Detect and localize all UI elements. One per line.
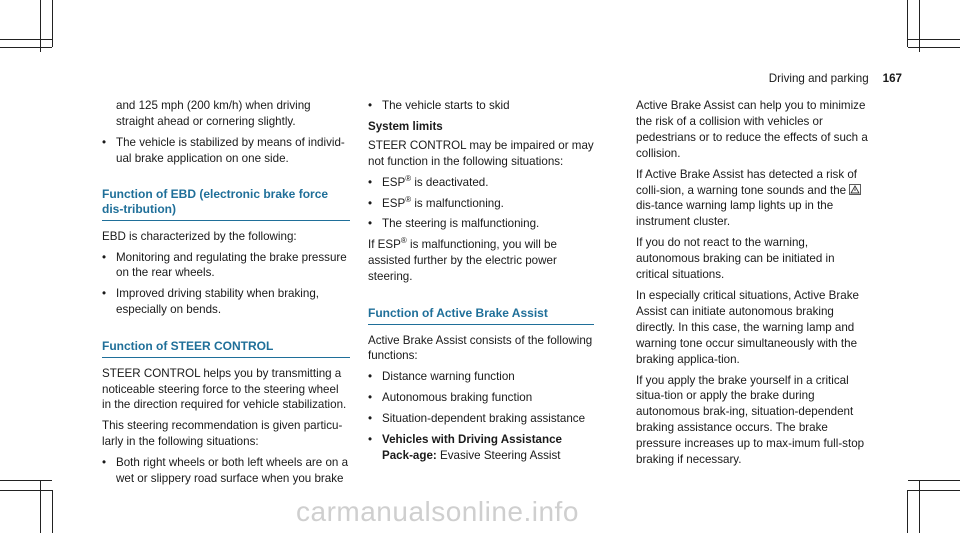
- list-item: [368, 432, 594, 464]
- page-number: 167: [882, 72, 902, 85]
- crop-mark: [0, 47, 52, 48]
- limits-list: [368, 175, 594, 233]
- steer-list: [102, 455, 350, 487]
- paragraph-text: dis-tance warning lamp lights up in the instrument cluster.: [636, 199, 834, 229]
- das-value: Evasive Steering Assist: [436, 449, 561, 462]
- item-text: is malfunctioning.: [411, 196, 504, 210]
- crop-mark: [0, 480, 52, 481]
- das-label: Vehicles with Driving Assistance Pack-age:: [382, 433, 562, 462]
- crop-mark: [908, 39, 960, 40]
- esp-text: [368, 237, 594, 285]
- registered-mark: ®: [405, 194, 412, 204]
- paragraph: If you do not react to the warning, autonomous braking can be initiated in critical situations.: [636, 236, 835, 282]
- crop-mark: [908, 480, 960, 481]
- crop-mark: [907, 0, 908, 47]
- list-item: • Distance warning function: [368, 369, 594, 385]
- crop-mark: [0, 39, 52, 40]
- aba-heading: Function of Active Brake Assist: [368, 306, 594, 325]
- item-text: is deactivated.: [411, 175, 489, 189]
- list-item: • Both right wheels or both left wheels are on a wet or slippery road surface when you brake: [102, 455, 350, 487]
- limits-text: STEER CONTROL may be impaired or may not function in the following situations:: [368, 138, 594, 168]
- ebd-list: [102, 250, 350, 319]
- list-item: [368, 196, 594, 212]
- page-header: [769, 72, 902, 85]
- intro-list: [102, 135, 350, 167]
- list-item: • The vehicle is stabilized by means of individ-ual brake application on one side.: [102, 135, 350, 167]
- paragraph: If you apply the brake yourself in a critical situa-tion or apply the brake during autonomous brak-ing, situation-dependent braking assistance occurs. The brake pressure increases up to max-imum full-stop braking if necessary.: [636, 373, 865, 467]
- crop-mark: [40, 0, 41, 52]
- list-item: • Situation-dependent braking assistance: [368, 411, 594, 427]
- section-title: Driving and parking: [768, 72, 869, 85]
- registered-mark: ®: [400, 236, 407, 246]
- list-item: • The steering is malfunctioning.: [368, 216, 594, 232]
- distance-warning-icon: [849, 184, 861, 195]
- intro-text: and 125 mph (200 km/h) when driving straight ahead or cornering slightly.: [116, 99, 311, 128]
- column-middle: [368, 98, 594, 469]
- esp-label: ESP: [382, 175, 406, 189]
- crop-mark: [52, 0, 53, 47]
- esp-label: If ESP: [368, 238, 401, 252]
- aba-text: Active Brake Assist consists of the following functions:: [368, 333, 593, 363]
- watermark: carmanualsonline.info: [296, 496, 579, 527]
- steer-heading: Function of STEER CONTROL: [102, 339, 350, 358]
- limits-heading: System limits: [368, 119, 443, 133]
- skid-list: [368, 98, 594, 114]
- paragraph: In especially critical situations, Active Brake Assist can initiate autonomous braking directly. In this case, the warning lamp and warning tone occur simultaneously with the braking applica-tion.: [636, 288, 859, 366]
- crop-mark: [919, 480, 920, 533]
- list-item: • Monitoring and regulating the brake pressure on the rear wheels.: [102, 250, 350, 282]
- ebd-text: EBD is characterized by the following:: [102, 229, 297, 243]
- list-item: • The vehicle starts to skid: [368, 98, 594, 114]
- paragraph: Active Brake Assist can help you to minimize the risk of a collision with vehicles or pedestrians or to reduce the effects of such a collision.: [636, 99, 868, 160]
- ebd-heading: Function of EBD (electronic brake force dis-tribution): [102, 187, 350, 221]
- steer-text: STEER CONTROL helps you by transmitting a noticeable steering force to the steering wheel in the direction required for vehicle stabilization.: [102, 366, 347, 412]
- paragraph: [636, 167, 868, 231]
- esp-label: ESP: [382, 196, 406, 210]
- aba-list: [368, 369, 594, 464]
- crop-mark: [0, 490, 52, 491]
- column-right: [636, 98, 868, 473]
- list-item: • Improved driving stability when braking, especially on bends.: [102, 286, 350, 318]
- list-item: • Autonomous braking function: [368, 390, 594, 406]
- crop-mark: [907, 490, 908, 533]
- crop-mark: [40, 480, 41, 533]
- crop-mark: [908, 47, 960, 48]
- list-item: [368, 175, 594, 191]
- crop-mark: [908, 490, 960, 491]
- esp-text-rest: is malfunctioning, you will be assisted further by the electric power steering.: [368, 238, 557, 284]
- column-left: [102, 98, 350, 492]
- crop-mark: [919, 0, 920, 52]
- paragraph-text: If Active Brake Assist has detected a risk of colli-sion, a warning tone sounds and the: [636, 167, 858, 197]
- crop-mark: [52, 490, 53, 533]
- registered-mark: ®: [405, 173, 412, 183]
- steer-text: This steering recommendation is given particu-larly in the following situations:: [102, 419, 343, 449]
